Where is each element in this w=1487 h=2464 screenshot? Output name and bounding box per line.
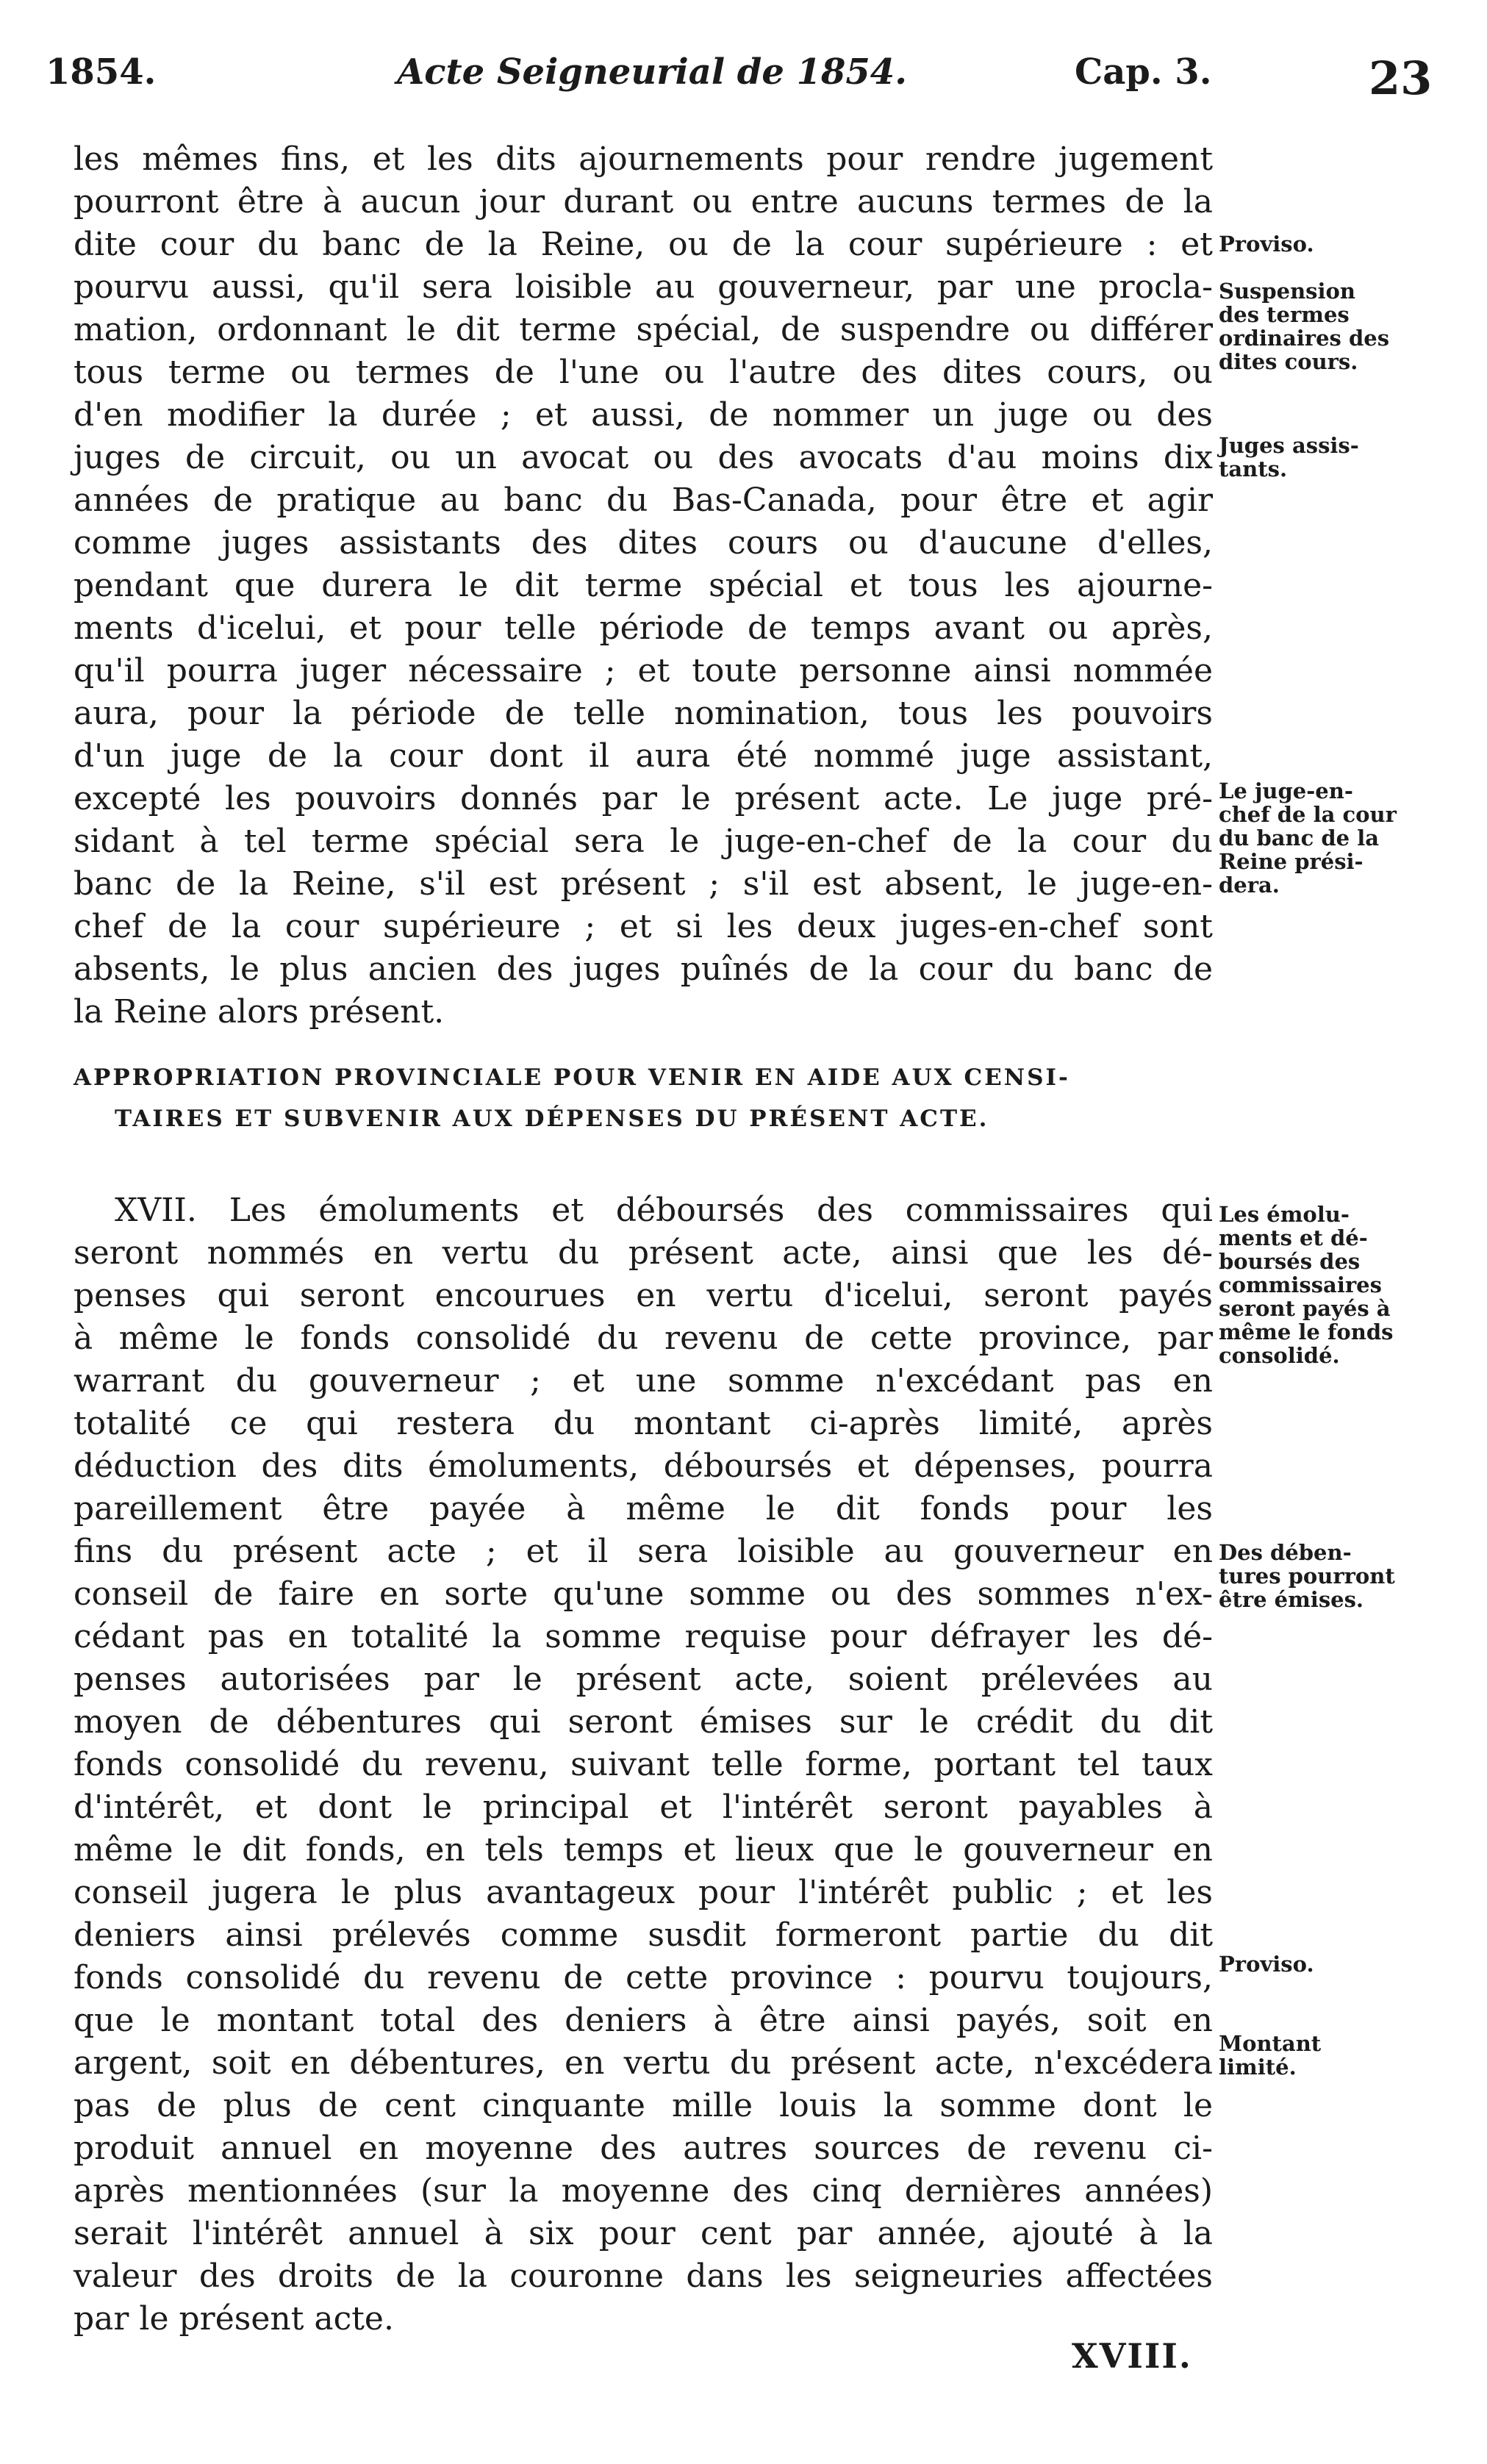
paragraph-section-xvii [74,1189,1213,2341]
section-heading-line: APPROPRIATION PROVINCIALE POUR VENIR EN AIDE AUX CENSI- [74,1064,1070,1091]
margin-note-line: tures pourront [1219,1564,1395,1589]
text-line: dite cour du banc de la Reine, ou de la cour supérieure : et [74,226,1213,263]
text-line: seront nommés en vertu du présent acte, ainsi que les dé- [74,1234,1213,1272]
paragraph-continuation [74,138,1213,1034]
running-header [0,51,1487,110]
margin-note-line: Montant [1219,2031,1322,2056]
text-line: fonds consolidé du revenu, suivant telle forme, portant tel taux [74,1746,1213,1783]
text-line: serait l'intérêt annuel à six pour cent par année, ajouté à la [74,2215,1213,2252]
text-line: d'intérêt, et dont le principal et l'intérêt seront payables à [74,1788,1213,1826]
text-line: warrant du gouverneur ; et une somme n'excédant pas en [74,1362,1213,1400]
margin-note-line: Les émolu- [1219,1202,1350,1227]
margin-note-line: dites cours. [1219,349,1358,374]
margin-note-line: ordinaires des [1219,326,1390,351]
text-line: juges de circuit, ou un avocat ou des avocats d'au moins dix [74,439,1213,476]
text-line: valeur des droits de la couronne dans les seigneuries affectées [74,2257,1213,2295]
margin-note-line: même le fonds [1219,1319,1394,1344]
margin-note-line: Reine prési- [1219,849,1364,874]
text-line: excepté les pouvoirs donnés par le présent acte. Le juge pré- [74,780,1213,817]
text-line: banc de la Reine, s'il est présent ; s'il est absent, le juge-en- [74,865,1213,903]
text-line: pourront être à aucun jour durant ou entre aucuns termes de la [74,183,1213,221]
text-line: moyen de débentures qui seront émises sur le crédit du dit [74,1703,1213,1741]
text-line: la Reine alors présent. [74,993,445,1031]
margin-note-debentures [1219,1541,1483,1611]
margin-note-line: Proviso. [1219,1952,1314,1977]
margin-note-emoluments [1219,1203,1483,1367]
text-line: pas de plus de cent cinquante mille louis la somme dont le [74,2087,1213,2124]
margin-note-line: Suspension [1219,279,1355,304]
margin-note-line: chef de la cour [1219,802,1397,827]
margin-note-line: Des dében- [1219,1540,1352,1565]
margin-note-line: tants. [1219,456,1288,481]
margin-note-line: commissaires [1219,1272,1382,1297]
text-line: chef de la cour supérieure ; et si les deux juges-en-chef sont [74,908,1213,945]
text-line: conseil de faire en sorte qu'une somme ou des sommes n'ex- [74,1575,1213,1613]
text-line: pendant que durera le dit terme spécial et tous les ajourne- [74,567,1213,604]
margin-note-line: seront payés à [1219,1296,1391,1321]
text-line: penses autorisées par le présent acte, soient prélevées au [74,1661,1213,1698]
margin-note-line: boursés des [1219,1249,1361,1274]
section-heading-line: TAIRES ET SUBVENIR AUX DÉPENSES DU PRÉSENT ACTE. [115,1106,989,1132]
page-number: 23 [1369,51,1433,105]
margin-note-juges-assistants [1219,434,1483,481]
text-line: absents, le plus ancien des juges puînés de la cour du banc de [74,950,1213,988]
margin-note-line: du banc de la [1219,825,1379,850]
text-line: que le montant total des deniers à être ainsi payés, soit en [74,2002,1213,2039]
margin-note-line: Proviso. [1219,232,1314,257]
text-line: déduction des dits émoluments, déboursés et dépenses, pourra [74,1447,1213,1485]
header-chapter: Cap. 3. [1075,51,1212,93]
text-line: XVII. Les émoluments et déboursés des commissaires qui [115,1192,1213,1229]
margin-note-line: consolidé. [1219,1343,1340,1368]
text-line: par le présent acte. [74,2300,394,2338]
margin-note-line: ments et dé- [1219,1225,1368,1250]
text-line: même le dit fonds, en tels temps et lieux que le gouverneur en [74,1831,1213,1869]
margin-note-line: être émises. [1219,1587,1364,1612]
text-line: ments d'icelui, et pour telle période de temps avant ou après, [74,609,1213,647]
text-line: mation, ordonnant le dit terme spécial, de suspendre ou différer [74,311,1213,348]
text-line: cédant pas en totalité la somme requise pour défrayer les dé- [74,1618,1213,1655]
margin-note-line: des termes [1219,302,1350,327]
text-line: à même le fonds consolidé du revenu de cette province, par [74,1319,1213,1357]
text-line: comme juges assistants des dites cours ou d'aucune d'elles, [74,524,1213,562]
text-line: penses qui seront encourues en vertu d'icelui, seront payés [74,1277,1213,1314]
margin-note-line: dera. [1219,873,1280,898]
margin-note-juge-president [1219,779,1483,897]
margin-note-line: Le juge-en- [1219,778,1353,803]
header-title: Acte Seigneurial de 1854. [397,51,907,93]
section-heading [74,1057,1213,1139]
text-line: années de pratique au banc du Bas-Canada, pour être et agir [74,481,1213,519]
text-line: tous terme ou termes de l'une ou l'autre des dites cours, ou [74,354,1213,391]
text-line: qu'il pourra juger nécessaire ; et toute personne ainsi nommée [74,652,1213,690]
text-line: après mentionnées (sur la moyenne des cinq dernières années) [74,2172,1213,2210]
text-line: deniers ainsi prélevés comme susdit formeront partie du dit [74,1916,1213,1954]
catchword: XVIII. [1072,2336,1192,2376]
text-line: sidant à tel terme spécial sera le juge-en-chef de la cour du [74,823,1213,860]
text-line: d'un juge de la cour dont il aura été nommé juge assistant, [74,737,1213,775]
margin-note-proviso [1219,232,1483,256]
margin-note-suspension [1219,279,1483,373]
text-line: fins du présent acte ; et il sera loisible au gouverneur en [74,1533,1213,1570]
text-line: d'en modifier la durée ; et aussi, de nommer un juge ou des [74,396,1213,434]
header-year: 1854. [46,51,157,93]
text-line: produit annuel en moyenne des autres sources de revenu ci- [74,2130,1213,2167]
text-line: fonds consolidé du revenu de cette province : pourvu toujours, [74,1959,1213,1996]
margin-note-line: limité. [1219,2055,1297,2080]
text-line: les mêmes fins, et les dits ajournements pour rendre jugement [74,140,1213,178]
text-line: totalité ce qui restera du montant ci-après limité, après [74,1405,1213,1442]
margin-note-line: Juges assis- [1219,433,1359,458]
text-line: conseil jugera le plus avantageux pour l'intérêt public ; et les [74,1874,1213,1911]
text-line: argent, soit en débentures, en vertu du présent acte, n'excédera [74,2044,1213,2082]
text-line: aura, pour la période de telle nomination, tous les pouvoirs [74,695,1213,732]
margin-note-proviso [1219,1952,1483,1976]
text-line: pourvu aussi, qu'il sera loisible au gouverneur, par une procla- [74,268,1213,306]
text-line: pareillement être payée à même le dit fonds pour les [74,1490,1213,1528]
margin-note-montant-limite [1219,2032,1483,2079]
